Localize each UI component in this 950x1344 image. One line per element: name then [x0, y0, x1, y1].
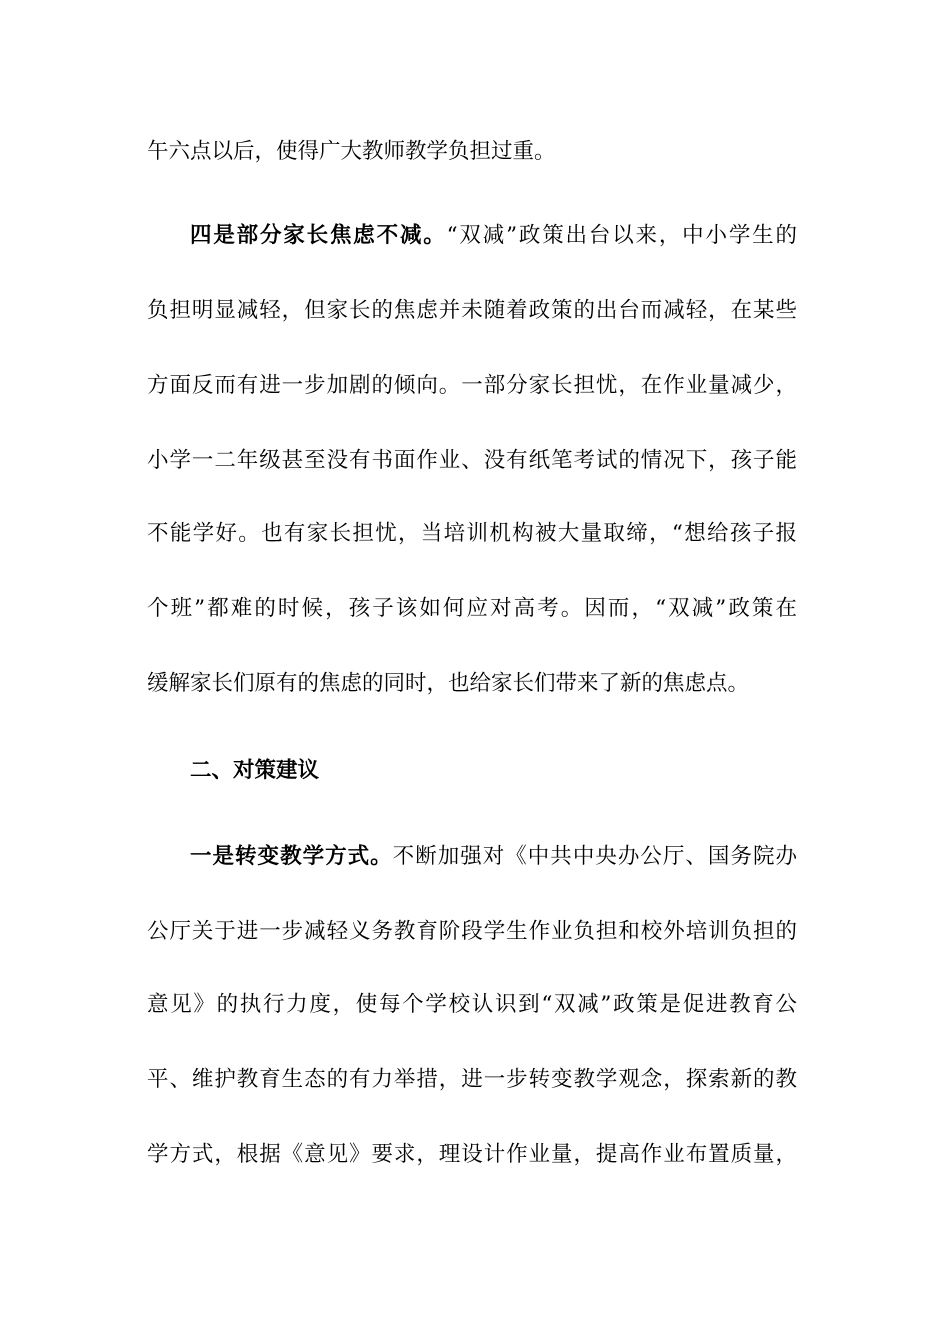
line-text: 午六点以后，使得广大教师教学负担过重。 [147, 139, 556, 164]
line-text: 学方式，根据《意见》要求，理设计作业量，提高作业布置质量， [147, 1142, 797, 1167]
line-text: 方面反而有进一步加剧的倾向。一部分家长担忧，在作业量减少， [147, 373, 797, 398]
line-text: 意见》的执行力度，使每个学校认识到“双减”政策是促进教育公 [147, 992, 797, 1017]
paragraph-line [147, 519, 797, 549]
paragraph-first-line [190, 221, 797, 251]
line-text: 不断加强对《中共中央办公厅、国务院办 [392, 844, 797, 869]
heading-text: 二、对策建议 [190, 758, 320, 783]
line-text: “双减”政策出台以来，中小学生的 [446, 223, 797, 248]
line-text: 个班”都难的时候，孩子该如何应对高考。因而，“双减”政策在 [147, 596, 797, 621]
paragraph-line [147, 446, 797, 476]
line-text: 平、维护教育生态的有力举措，进一步转变教学观念，探索新的教 [147, 1067, 797, 1092]
paragraph-line [147, 137, 797, 167]
paragraph-line [147, 990, 797, 1020]
paragraph-first-line [190, 842, 797, 872]
paragraph-line [147, 594, 797, 624]
paragraph-lead: 一是转变教学方式。 [190, 844, 393, 869]
paragraph-line [147, 1140, 797, 1170]
paragraph-line [147, 669, 797, 699]
line-text: 不能学好。也有家长担忧，当培训机构被大量取缔，“想给孩子报 [147, 521, 797, 546]
paragraph-line [147, 296, 797, 326]
paragraph-line [147, 1065, 797, 1095]
section-heading [190, 756, 797, 786]
line-text: 小学一二年级甚至没有书面作业、没有纸笔考试的情况下，孩子能 [147, 448, 797, 473]
line-text: 负担明显减轻，但家长的焦虑并未随着政策的出台而减轻，在某些 [147, 298, 797, 323]
paragraph-lead: 四是部分家长焦虑不减。 [190, 223, 447, 248]
paragraph-line [147, 917, 797, 947]
line-text: 缓解家长们原有的焦虑的同时，也给家长们带来了新的焦虑点。 [147, 671, 750, 696]
paragraph-line [147, 371, 797, 401]
line-text: 公厅关于进一步减轻义务教育阶段学生作业负担和校外培训负担的 [147, 919, 797, 944]
